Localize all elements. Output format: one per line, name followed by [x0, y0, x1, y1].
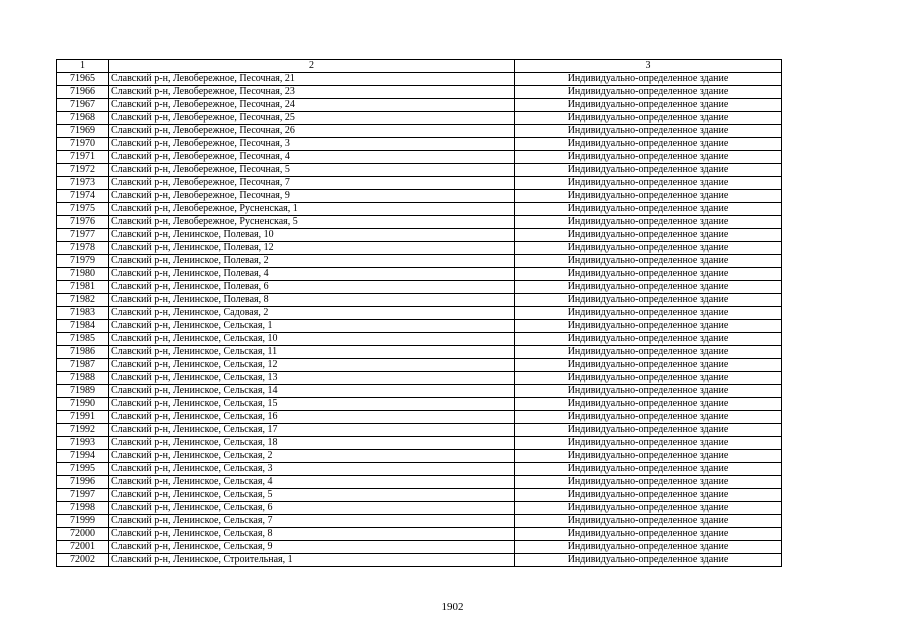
address-cell: Славский р-н, Левобережное, Песочная, 3 — [109, 138, 515, 151]
table-row — [57, 138, 782, 151]
table-row — [57, 268, 782, 281]
registry-number-cell: 72001 — [57, 541, 109, 554]
object-type-cell: Индивидуально-определенное здание — [515, 203, 782, 216]
address-cell: Славский р-н, Ленинское, Сельская, 2 — [109, 450, 515, 463]
registry-number-cell: 72000 — [57, 528, 109, 541]
table-row — [57, 242, 782, 255]
object-type-cell: Индивидуально-определенное здание — [515, 229, 782, 242]
object-type-cell: Индивидуально-определенное здание — [515, 190, 782, 203]
table-row — [57, 437, 782, 450]
registry-number-cell: 71984 — [57, 320, 109, 333]
registry-number-cell: 71986 — [57, 346, 109, 359]
registry-number-cell: 71970 — [57, 138, 109, 151]
table-row — [57, 411, 782, 424]
object-type-cell: Индивидуально-определенное здание — [515, 320, 782, 333]
registry-number-cell: 71989 — [57, 385, 109, 398]
registry-number-cell: 71969 — [57, 125, 109, 138]
object-type-cell: Индивидуально-определенное здание — [515, 489, 782, 502]
registry-number-cell: 71988 — [57, 372, 109, 385]
address-cell: Славский р-н, Ленинское, Сельская, 17 — [109, 424, 515, 437]
table-row — [57, 125, 782, 138]
object-type-cell: Индивидуально-определенное здание — [515, 333, 782, 346]
table-row — [57, 73, 782, 86]
registry-number-cell: 71991 — [57, 411, 109, 424]
object-type-cell: Индивидуально-определенное здание — [515, 398, 782, 411]
address-cell: Славский р-н, Левобережное, Песочная, 5 — [109, 164, 515, 177]
object-type-cell: Индивидуально-определенное здание — [515, 177, 782, 190]
table-row — [57, 86, 782, 99]
registry-number-cell: 71966 — [57, 86, 109, 99]
registry-number-cell: 71990 — [57, 398, 109, 411]
address-cell: Славский р-н, Ленинское, Строительная, 1 — [109, 554, 515, 567]
object-type-cell: Индивидуально-определенное здание — [515, 242, 782, 255]
object-type-cell: Индивидуально-определенное здание — [515, 528, 782, 541]
table-row — [57, 463, 782, 476]
address-cell: Славский р-н, Ленинское, Сельская, 12 — [109, 359, 515, 372]
object-type-cell: Индивидуально-определенное здание — [515, 164, 782, 177]
property-registry-table — [56, 59, 782, 567]
page-number: 1902 — [441, 601, 464, 613]
column-header-address: 2 — [109, 60, 515, 73]
object-type-cell: Индивидуально-определенное здание — [515, 112, 782, 125]
table-row — [57, 346, 782, 359]
object-type-cell: Индивидуально-определенное здание — [515, 281, 782, 294]
object-type-cell: Индивидуально-определенное здание — [515, 73, 782, 86]
registry-number-cell: 71987 — [57, 359, 109, 372]
address-cell: Славский р-н, Ленинское, Сельская, 7 — [109, 515, 515, 528]
registry-number-cell: 71967 — [57, 99, 109, 112]
address-cell: Славский р-н, Ленинское, Сельская, 8 — [109, 528, 515, 541]
registry-table-body — [57, 60, 782, 567]
address-cell: Славский р-н, Ленинское, Сельская, 13 — [109, 372, 515, 385]
object-type-cell: Индивидуально-определенное здание — [515, 151, 782, 164]
table-row — [57, 177, 782, 190]
object-type-cell: Индивидуально-определенное здание — [515, 424, 782, 437]
table-row — [57, 307, 782, 320]
registry-number-cell: 71997 — [57, 489, 109, 502]
table-row — [57, 515, 782, 528]
table-row — [57, 190, 782, 203]
address-cell: Славский р-н, Левобережное, Русненская, 5 — [109, 216, 515, 229]
address-cell: Славский р-н, Левобережное, Песочная, 23 — [109, 86, 515, 99]
table-row — [57, 450, 782, 463]
address-cell: Славский р-н, Ленинское, Сельская, 5 — [109, 489, 515, 502]
address-cell: Славский р-н, Ленинское, Сельская, 11 — [109, 346, 515, 359]
object-type-cell: Индивидуально-определенное здание — [515, 372, 782, 385]
registry-number-cell: 71974 — [57, 190, 109, 203]
address-cell: Славский р-н, Левобережное, Русненская, 1 — [109, 203, 515, 216]
address-cell: Славский р-н, Левобережное, Песочная, 24 — [109, 99, 515, 112]
registry-number-cell: 71999 — [57, 515, 109, 528]
object-type-cell: Индивидуально-определенное здание — [515, 463, 782, 476]
registry-number-cell: 71981 — [57, 281, 109, 294]
registry-number-cell: 72002 — [57, 554, 109, 567]
table-row — [57, 229, 782, 242]
address-cell: Славский р-н, Левобережное, Песочная, 25 — [109, 112, 515, 125]
table-row — [57, 385, 782, 398]
registry-number-cell: 71971 — [57, 151, 109, 164]
table-row — [57, 320, 782, 333]
object-type-cell: Индивидуально-определенное здание — [515, 125, 782, 138]
table-row — [57, 216, 782, 229]
registry-number-cell: 71983 — [57, 307, 109, 320]
table-row — [57, 541, 782, 554]
registry-number-cell: 71977 — [57, 229, 109, 242]
address-cell: Славский р-н, Ленинское, Сельская, 1 — [109, 320, 515, 333]
address-cell: Славский р-н, Ленинское, Сельская, 16 — [109, 411, 515, 424]
address-cell: Славский р-н, Ленинское, Полевая, 6 — [109, 281, 515, 294]
column-header-object-type: 3 — [515, 60, 782, 73]
table-row — [57, 164, 782, 177]
table-row — [57, 112, 782, 125]
address-cell: Славский р-н, Ленинское, Сельская, 4 — [109, 476, 515, 489]
address-cell: Славский р-н, Левобережное, Песочная, 21 — [109, 73, 515, 86]
object-type-cell: Индивидуально-определенное здание — [515, 86, 782, 99]
object-type-cell: Индивидуально-определенное здание — [515, 216, 782, 229]
registry-number-cell: 71968 — [57, 112, 109, 125]
table-row — [57, 476, 782, 489]
address-cell: Славский р-н, Ленинское, Сельская, 6 — [109, 502, 515, 515]
registry-number-cell: 71985 — [57, 333, 109, 346]
registry-number-cell: 71975 — [57, 203, 109, 216]
object-type-cell: Индивидуально-определенное здание — [515, 515, 782, 528]
object-type-cell: Индивидуально-определенное здание — [515, 554, 782, 567]
address-cell: Славский р-н, Левобережное, Песочная, 4 — [109, 151, 515, 164]
object-type-cell: Индивидуально-определенное здание — [515, 255, 782, 268]
address-cell: Славский р-н, Ленинское, Сельская, 9 — [109, 541, 515, 554]
address-cell: Славский р-н, Ленинское, Полевая, 10 — [109, 229, 515, 242]
registry-number-cell: 71973 — [57, 177, 109, 190]
registry-number-cell: 71980 — [57, 268, 109, 281]
address-cell: Славский р-н, Левобережное, Песочная, 7 — [109, 177, 515, 190]
table-row — [57, 554, 782, 567]
registry-number-cell: 71982 — [57, 294, 109, 307]
table-row — [57, 203, 782, 216]
registry-number-cell: 71979 — [57, 255, 109, 268]
object-type-cell: Индивидуально-определенное здание — [515, 385, 782, 398]
object-type-cell: Индивидуально-определенное здание — [515, 307, 782, 320]
registry-number-cell: 71998 — [57, 502, 109, 515]
table-row — [57, 333, 782, 346]
object-type-cell: Индивидуально-определенное здание — [515, 268, 782, 281]
object-type-cell: Индивидуально-определенное здание — [515, 411, 782, 424]
table-row — [57, 424, 782, 437]
registry-number-cell: 71972 — [57, 164, 109, 177]
registry-number-cell: 71996 — [57, 476, 109, 489]
address-cell: Славский р-н, Ленинское, Полевая, 8 — [109, 294, 515, 307]
address-cell: Славский р-н, Ленинское, Сельская, 14 — [109, 385, 515, 398]
table-header-row — [57, 60, 782, 73]
address-cell: Славский р-н, Ленинское, Садовая, 2 — [109, 307, 515, 320]
table-row — [57, 489, 782, 502]
address-cell: Славский р-н, Ленинское, Сельская, 18 — [109, 437, 515, 450]
table-row — [57, 294, 782, 307]
object-type-cell: Индивидуально-определенное здание — [515, 541, 782, 554]
object-type-cell: Индивидуально-определенное здание — [515, 138, 782, 151]
table-row — [57, 99, 782, 112]
registry-number-cell: 71992 — [57, 424, 109, 437]
address-cell: Славский р-н, Ленинское, Полевая, 12 — [109, 242, 515, 255]
registry-number-cell: 71993 — [57, 437, 109, 450]
registry-number-cell: 71995 — [57, 463, 109, 476]
address-cell: Славский р-н, Левобережное, Песочная, 9 — [109, 190, 515, 203]
table-row — [57, 502, 782, 515]
registry-number-cell: 71976 — [57, 216, 109, 229]
address-cell: Славский р-н, Ленинское, Сельская, 10 — [109, 333, 515, 346]
object-type-cell: Индивидуально-определенное здание — [515, 359, 782, 372]
object-type-cell: Индивидуально-определенное здание — [515, 99, 782, 112]
address-cell: Славский р-н, Левобережное, Песочная, 26 — [109, 125, 515, 138]
table-row — [57, 528, 782, 541]
object-type-cell: Индивидуально-определенное здание — [515, 294, 782, 307]
registry-number-cell: 71965 — [57, 73, 109, 86]
object-type-cell: Индивидуально-определенное здание — [515, 346, 782, 359]
registry-number-cell: 71994 — [57, 450, 109, 463]
object-type-cell: Индивидуально-определенное здание — [515, 450, 782, 463]
table-row — [57, 372, 782, 385]
object-type-cell: Индивидуально-определенное здание — [515, 437, 782, 450]
table-row — [57, 255, 782, 268]
address-cell: Славский р-н, Ленинское, Сельская, 15 — [109, 398, 515, 411]
object-type-cell: Индивидуально-определенное здание — [515, 502, 782, 515]
table-row — [57, 359, 782, 372]
table-row — [57, 281, 782, 294]
table-row — [57, 151, 782, 164]
table-row — [57, 398, 782, 411]
address-cell: Славский р-н, Ленинское, Полевая, 2 — [109, 255, 515, 268]
address-cell: Славский р-н, Ленинское, Сельская, 3 — [109, 463, 515, 476]
object-type-cell: Индивидуально-определенное здание — [515, 476, 782, 489]
registry-number-cell: 71978 — [57, 242, 109, 255]
column-header-number: 1 — [57, 60, 109, 73]
address-cell: Славский р-н, Ленинское, Полевая, 4 — [109, 268, 515, 281]
